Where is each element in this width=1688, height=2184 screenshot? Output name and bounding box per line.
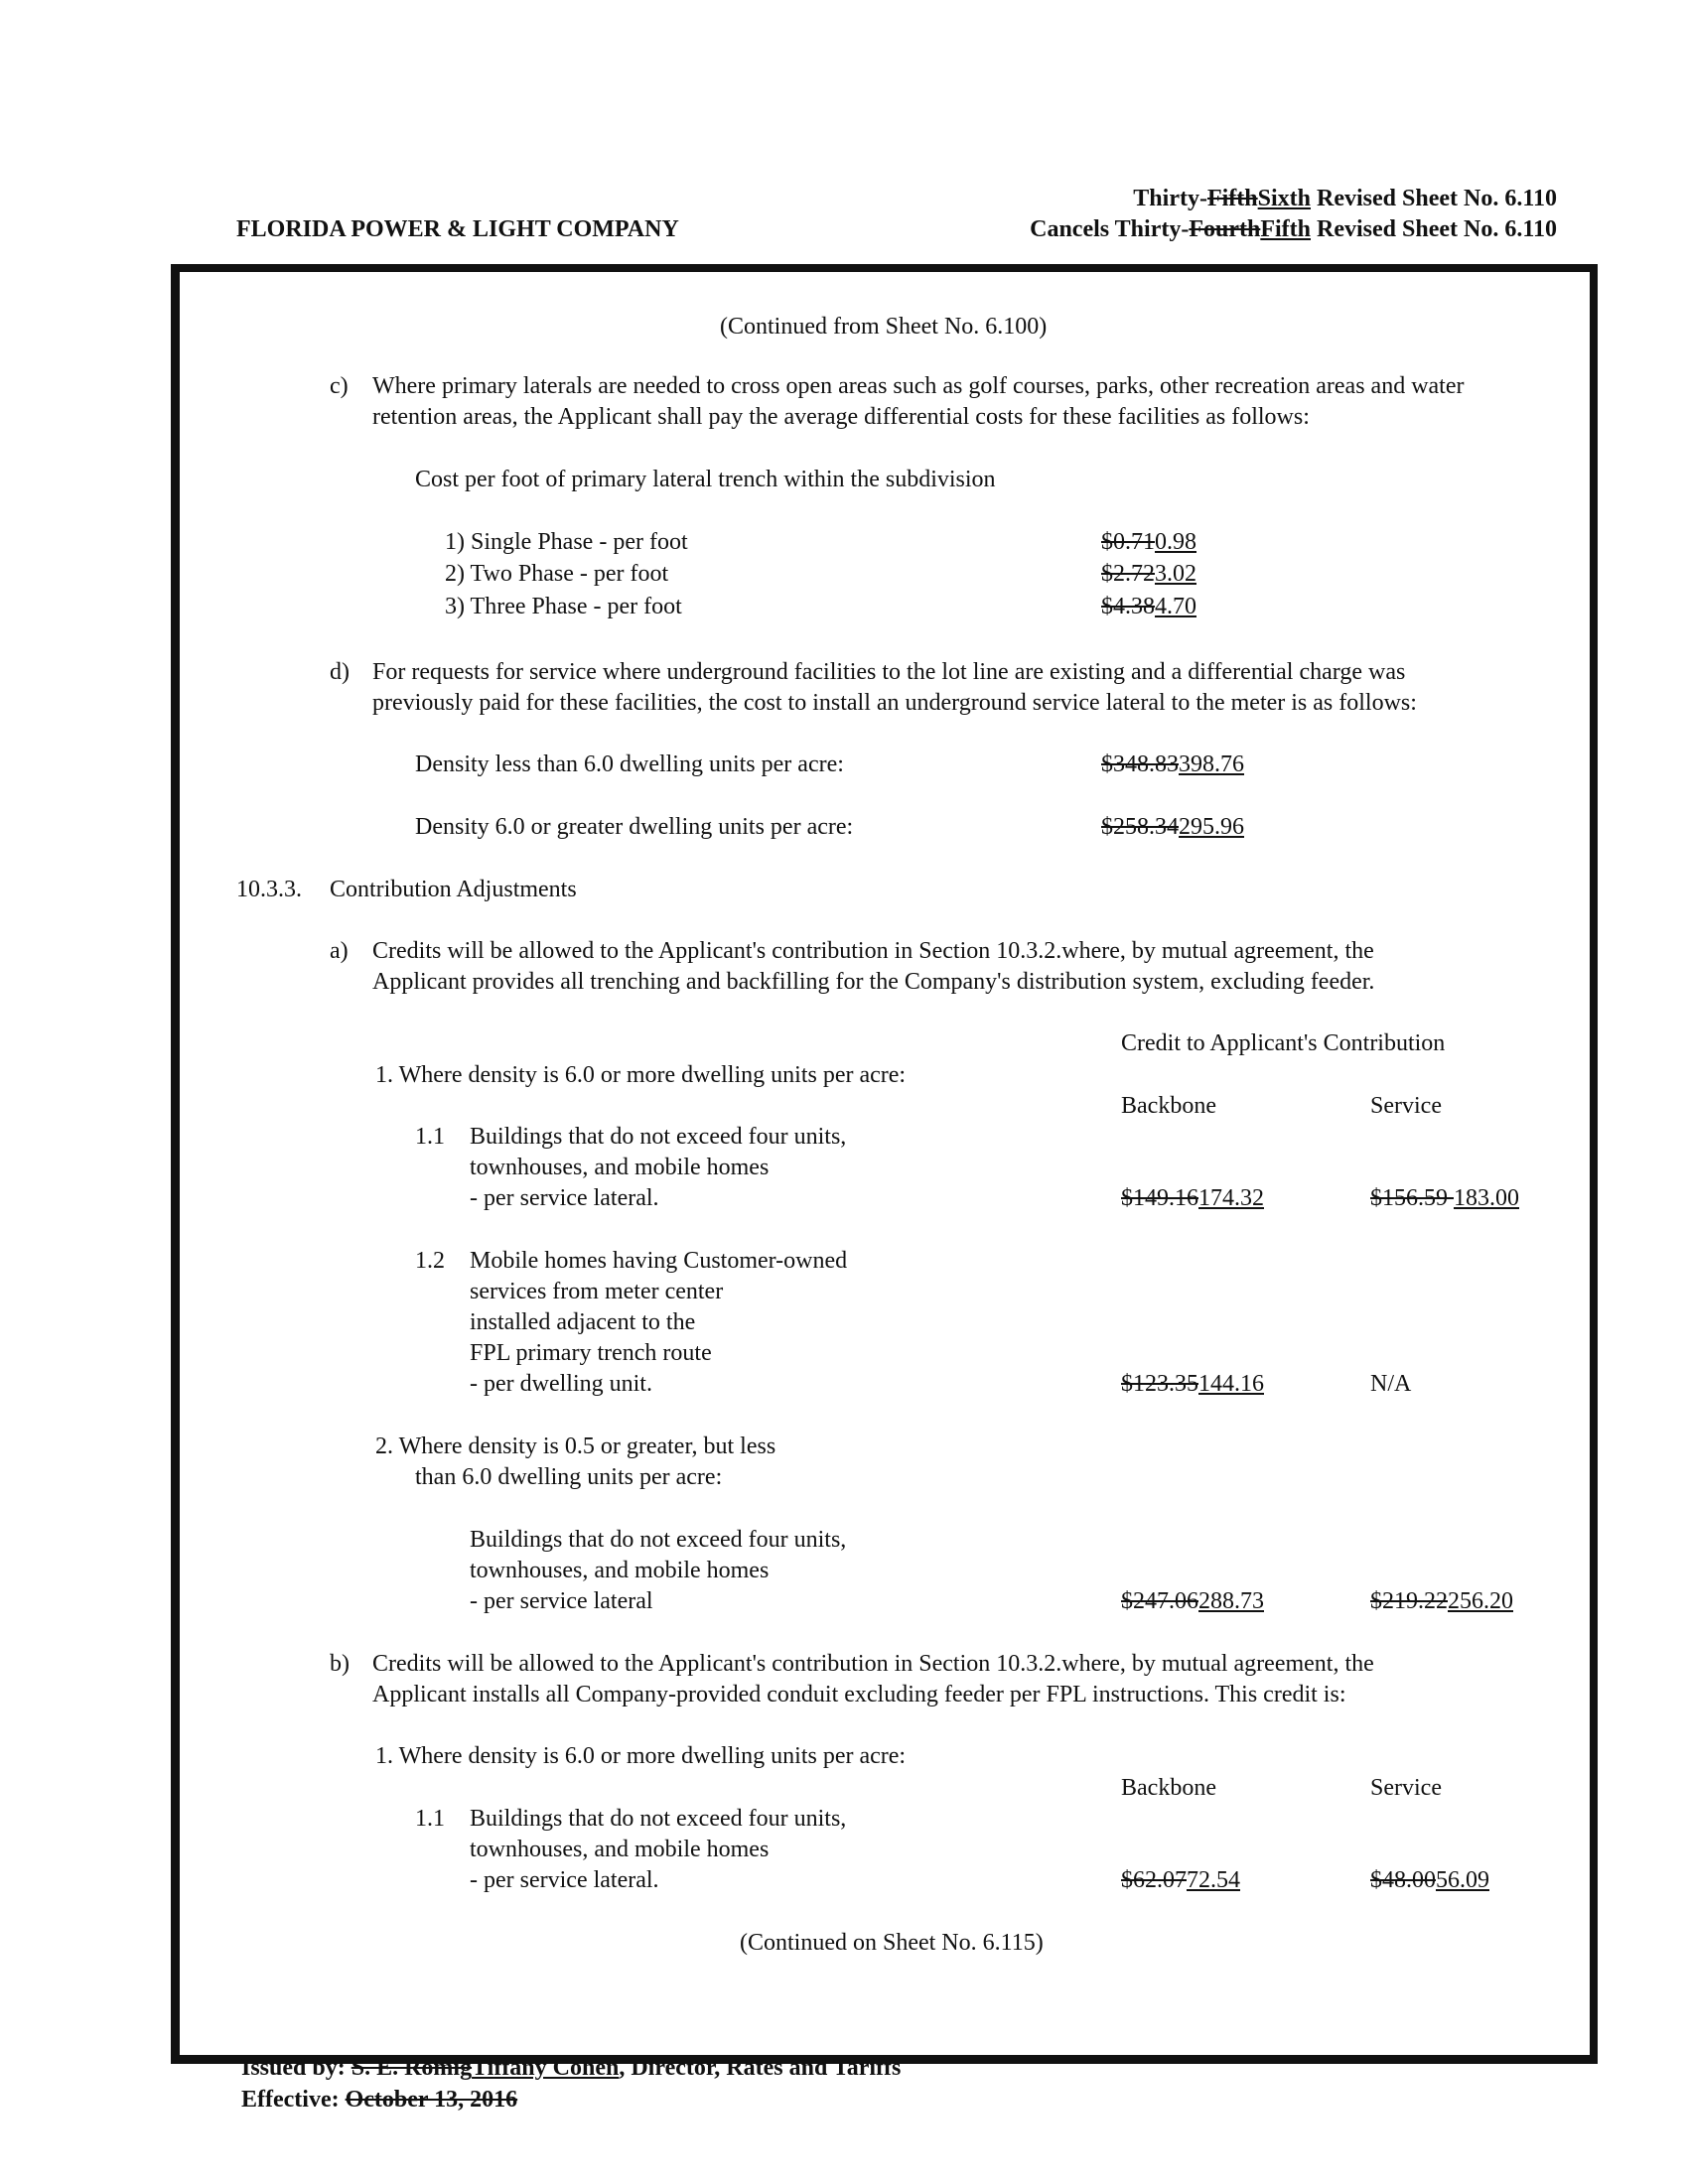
old-price: $156.59 [1370,1185,1454,1211]
effective-label: Effective: [241,2087,346,2113]
new-price: 56.09 [1436,1867,1489,1893]
section-a-item1: 1. Where density is 6.0 or more dwelling units per acre: [375,1062,907,1088]
section-a-label: a) [330,938,349,964]
service-na: N/A [1370,1371,1412,1397]
issued-by [241,2055,901,2082]
item-text: - per service lateral [470,1588,653,1614]
density-high-label: Density 6.0 or greater dwelling units per acre: [415,814,854,840]
service-price [1370,1865,1489,1896]
sheet-old: Fifth [1206,186,1258,211]
issued-old: S. E. Romig [351,2055,473,2081]
density-low-label: Density less than 6.0 dwelling units per acre: [415,751,844,777]
item-text: townhouses, and mobile homes [470,1558,770,1583]
section-b-item1: 1. Where density is 6.0 or more dwelling units per acre: [375,1743,907,1769]
cancels-sheet [1030,216,1557,243]
new-price: 0.98 [1155,529,1196,555]
old-price: $4.38 [1101,594,1155,619]
backbone-price [1121,1865,1240,1896]
old-price: $247.06 [1121,1588,1198,1614]
section-a-line2: Applicant provides all trenching and backfilling for the Company's distribution system, excluding feeder. [372,969,1375,995]
section-d-label: d) [330,659,350,685]
item-number: 1.1 [415,1124,445,1150]
sheet-prefix: Thirty- [1133,186,1207,211]
new-price: 174.32 [1198,1185,1264,1211]
new-price: 256.20 [1448,1588,1513,1614]
credit-header: Credit to Applicant's Contribution [1121,1030,1446,1056]
backbone-price [1121,1586,1264,1617]
cancels-suffix: Revised Sheet No. 6.110 [1311,216,1557,242]
col-service: Service [1370,1093,1442,1119]
new-price: 398.76 [1179,751,1244,777]
single-phase-price [1101,527,1196,558]
two-phase-price [1101,559,1196,590]
effective-old: October 13, 2016 [345,2087,518,2113]
item-number: 1.2 [415,1248,445,1274]
item-text: installed adjacent to the [470,1309,696,1335]
section-d-line1: For requests for service where underground facilities to the lot line are existing and a differential charge was [372,659,1406,685]
item-text: Mobile homes having Customer-owned [470,1248,848,1274]
company-name: FLORIDA POWER & LIGHT COMPANY [236,216,679,242]
new-price: 72.54 [1187,1867,1240,1893]
backbone-price [1121,1183,1264,1214]
old-price: $62.07 [1121,1867,1187,1893]
section-b-label: b) [330,1651,350,1677]
issued-new: Tiffany Cohen [472,2055,620,2081]
col-backbone: Backbone [1121,1093,1216,1119]
item-text: - per service lateral. [470,1185,659,1211]
section-a-item2: 2. Where density is 0.5 or greater, but less [375,1433,776,1459]
issued-label: Issued by: [241,2055,352,2081]
old-price: $348.83 [1101,751,1179,777]
three-phase-label: 3) Three Phase - per foot [445,594,682,619]
density-high-price [1101,812,1244,843]
three-phase-price [1101,592,1196,622]
item-text: Buildings that do not exceed four units, [470,1806,847,1832]
single-phase-label: 1) Single Phase - per foot [445,529,688,555]
cost-intro: Cost per foot of primary lateral trench within the subdivision [415,467,996,492]
section-b-line2: Applicant installs all Company-provided conduit excluding feeder per FPL instructions. This credit is: [372,1682,1346,1707]
continued-on: (Continued on Sheet No. 6.115) [740,1930,1044,1956]
new-price: 288.73 [1198,1588,1264,1614]
section-b-line1: Credits will be allowed to the Applicant's contribution in Section 10.3.2.where, by mutual agreement, the [372,1651,1374,1677]
col-service: Service [1370,1775,1442,1801]
old-price: $0.71 [1101,529,1155,555]
sheet-suffix: Revised Sheet No. 6.110 [1311,186,1557,211]
item-text: Buildings that do not exceed four units, [470,1527,847,1553]
new-price: 144.16 [1198,1371,1264,1397]
two-phase-label: 2) Two Phase - per foot [445,561,669,587]
section-title: Contribution Adjustments [330,877,577,902]
item-text: services from meter center [470,1279,724,1304]
effective-date [241,2087,517,2114]
backbone-price [1121,1369,1264,1400]
old-price: $48.00 [1370,1867,1436,1893]
new-price: 4.70 [1155,594,1196,619]
old-price: $123.35 [1121,1371,1198,1397]
new-price: 183.00 [1454,1185,1519,1211]
density-low-price [1101,750,1244,780]
item-text: - per dwelling unit. [470,1371,652,1397]
old-price: $219.22 [1370,1588,1448,1614]
section-d-line2: previously paid for these facilities, the cost to install an underground service lateral to the meter is as follows: [372,690,1417,716]
service-price [1370,1586,1513,1617]
cancels-old: Fourth [1189,216,1261,242]
section-c-line1: Where primary laterals are needed to cross open areas such as golf courses, parks, other recreation areas and water [372,373,1465,399]
new-price: 295.96 [1179,814,1244,840]
item-text: townhouses, and mobile homes [470,1155,770,1180]
issued-suffix: , Director, Rates and Tariffs [619,2055,902,2081]
item-text: - per service lateral. [470,1867,659,1893]
old-price: $2.72 [1101,561,1155,587]
cancels-prefix: Cancels Thirty- [1030,216,1190,242]
continued-from: (Continued from Sheet No. 6.100) [720,314,1048,340]
item-number: 1.1 [415,1806,445,1832]
section-c-label: c) [330,373,349,399]
sheet-new: Sixth [1257,186,1311,211]
section-a-item2: than 6.0 dwelling units per acre: [415,1464,723,1490]
section-a-line1: Credits will be allowed to the Applicant's contribution in Section 10.3.2.where, by mutual agreement, the [372,938,1374,964]
section-number: 10.3.3. [236,877,302,902]
item-text: Buildings that do not exceed four units, [470,1124,847,1150]
old-price: $149.16 [1121,1185,1198,1211]
old-price: $258.34 [1101,814,1179,840]
cancels-new: Fifth [1260,216,1311,242]
new-price: 3.02 [1155,561,1196,587]
section-c-line2: retention areas, the Applicant shall pay the average differential costs for these facilities as follows: [372,404,1310,430]
item-text: townhouses, and mobile homes [470,1837,770,1862]
sheet-number [1133,186,1557,212]
item-text: FPL primary trench route [470,1340,712,1366]
service-price [1370,1183,1519,1214]
col-backbone: Backbone [1121,1775,1216,1801]
